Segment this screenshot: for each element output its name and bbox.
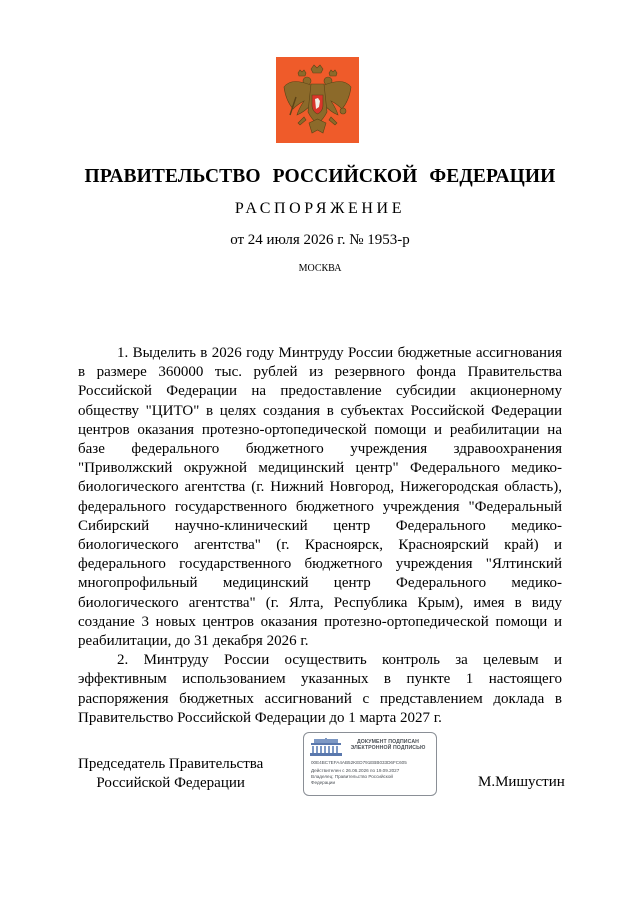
government-building-icon	[310, 738, 342, 756]
stamp-title-line-2: ЭЛЕКТРОННОЙ ПОДПИСЬЮ	[350, 745, 426, 752]
stamp-owner-line-2: Федерации	[311, 780, 336, 785]
government-title: ПРАВИТЕЛЬСТВО РОССИЙСКОЙ ФЕДЕРАЦИИ	[84, 166, 556, 187]
signer-name: М.Мишустин	[478, 774, 565, 790]
document-date-number: от 24 июля 2026 г. № 1953-р	[230, 232, 410, 248]
stamp-owner-line-1: Владелец: Правительство Российской	[311, 774, 393, 779]
signer-position-line-1: Председатель Правительства	[78, 756, 264, 772]
document-body	[78, 344, 562, 728]
document-type: РАСПОРЯЖЕНИЕ	[234, 200, 406, 217]
document-city: МОСКВА	[298, 263, 342, 274]
electronic-signature-stamp	[303, 732, 437, 796]
signer-position-line-2: Российской Федерации	[96, 775, 245, 791]
stamp-validity: Действителен с 26.06.2026 по 19.09.2027	[311, 768, 400, 773]
stamp-title-line-1: ДОКУМЕНТ ПОДПИСАН	[356, 739, 420, 745]
signer-position	[78, 755, 263, 793]
stamp-certificate: 00E4BC7EFA4AB52KED791EBB033D6FC605	[311, 760, 407, 765]
paragraph-2: 2. Минтруду России осуществить контроль за целевым и эффективным использованием указанных в пункте 1 настоящего распоряжения бюджетных ассигнований с представлением доклада в Правительство Российской Федерации до 1 марта 2027 г.	[78, 652, 562, 726]
stamp-title	[342, 739, 434, 752]
coat-of-arms-icon	[276, 57, 359, 143]
paragraph-1: 1. Выделить в 2026 году Минтруду России бюджетные ассигнования в размере 360000 тыс. рублей из резервного фонда Правительства Российской Федерации на предоставление субсидии акционерному обществу "ЦИТО" в целях создания в субъектах Российской Федерации центров оказания протезно-ортопедической помощи и реабилитации на базе федерального бюджетного учреждения здравоохранения "Приволжский окружной медицинский центр" Федерального медико-биологического агентства (г. Нижний Новгород, Нижегородская область), федерального государственного бюджетного учреждения "Федеральный Сибирский научно-клинический центр Федерального медико-биологического агентства" (г. Красноярск, Красноярский край) и федерального государственного бюджетного учреждения "Ялтинский многопрофильный медицинский центр Федерального медико-биологического агентства" (г. Ялта, Республика Крым), имея в виду создание 3 новых центров оказания протезно-ортопедической помощи и реабилитации, до 31 декабря 2026 г.	[78, 345, 562, 650]
